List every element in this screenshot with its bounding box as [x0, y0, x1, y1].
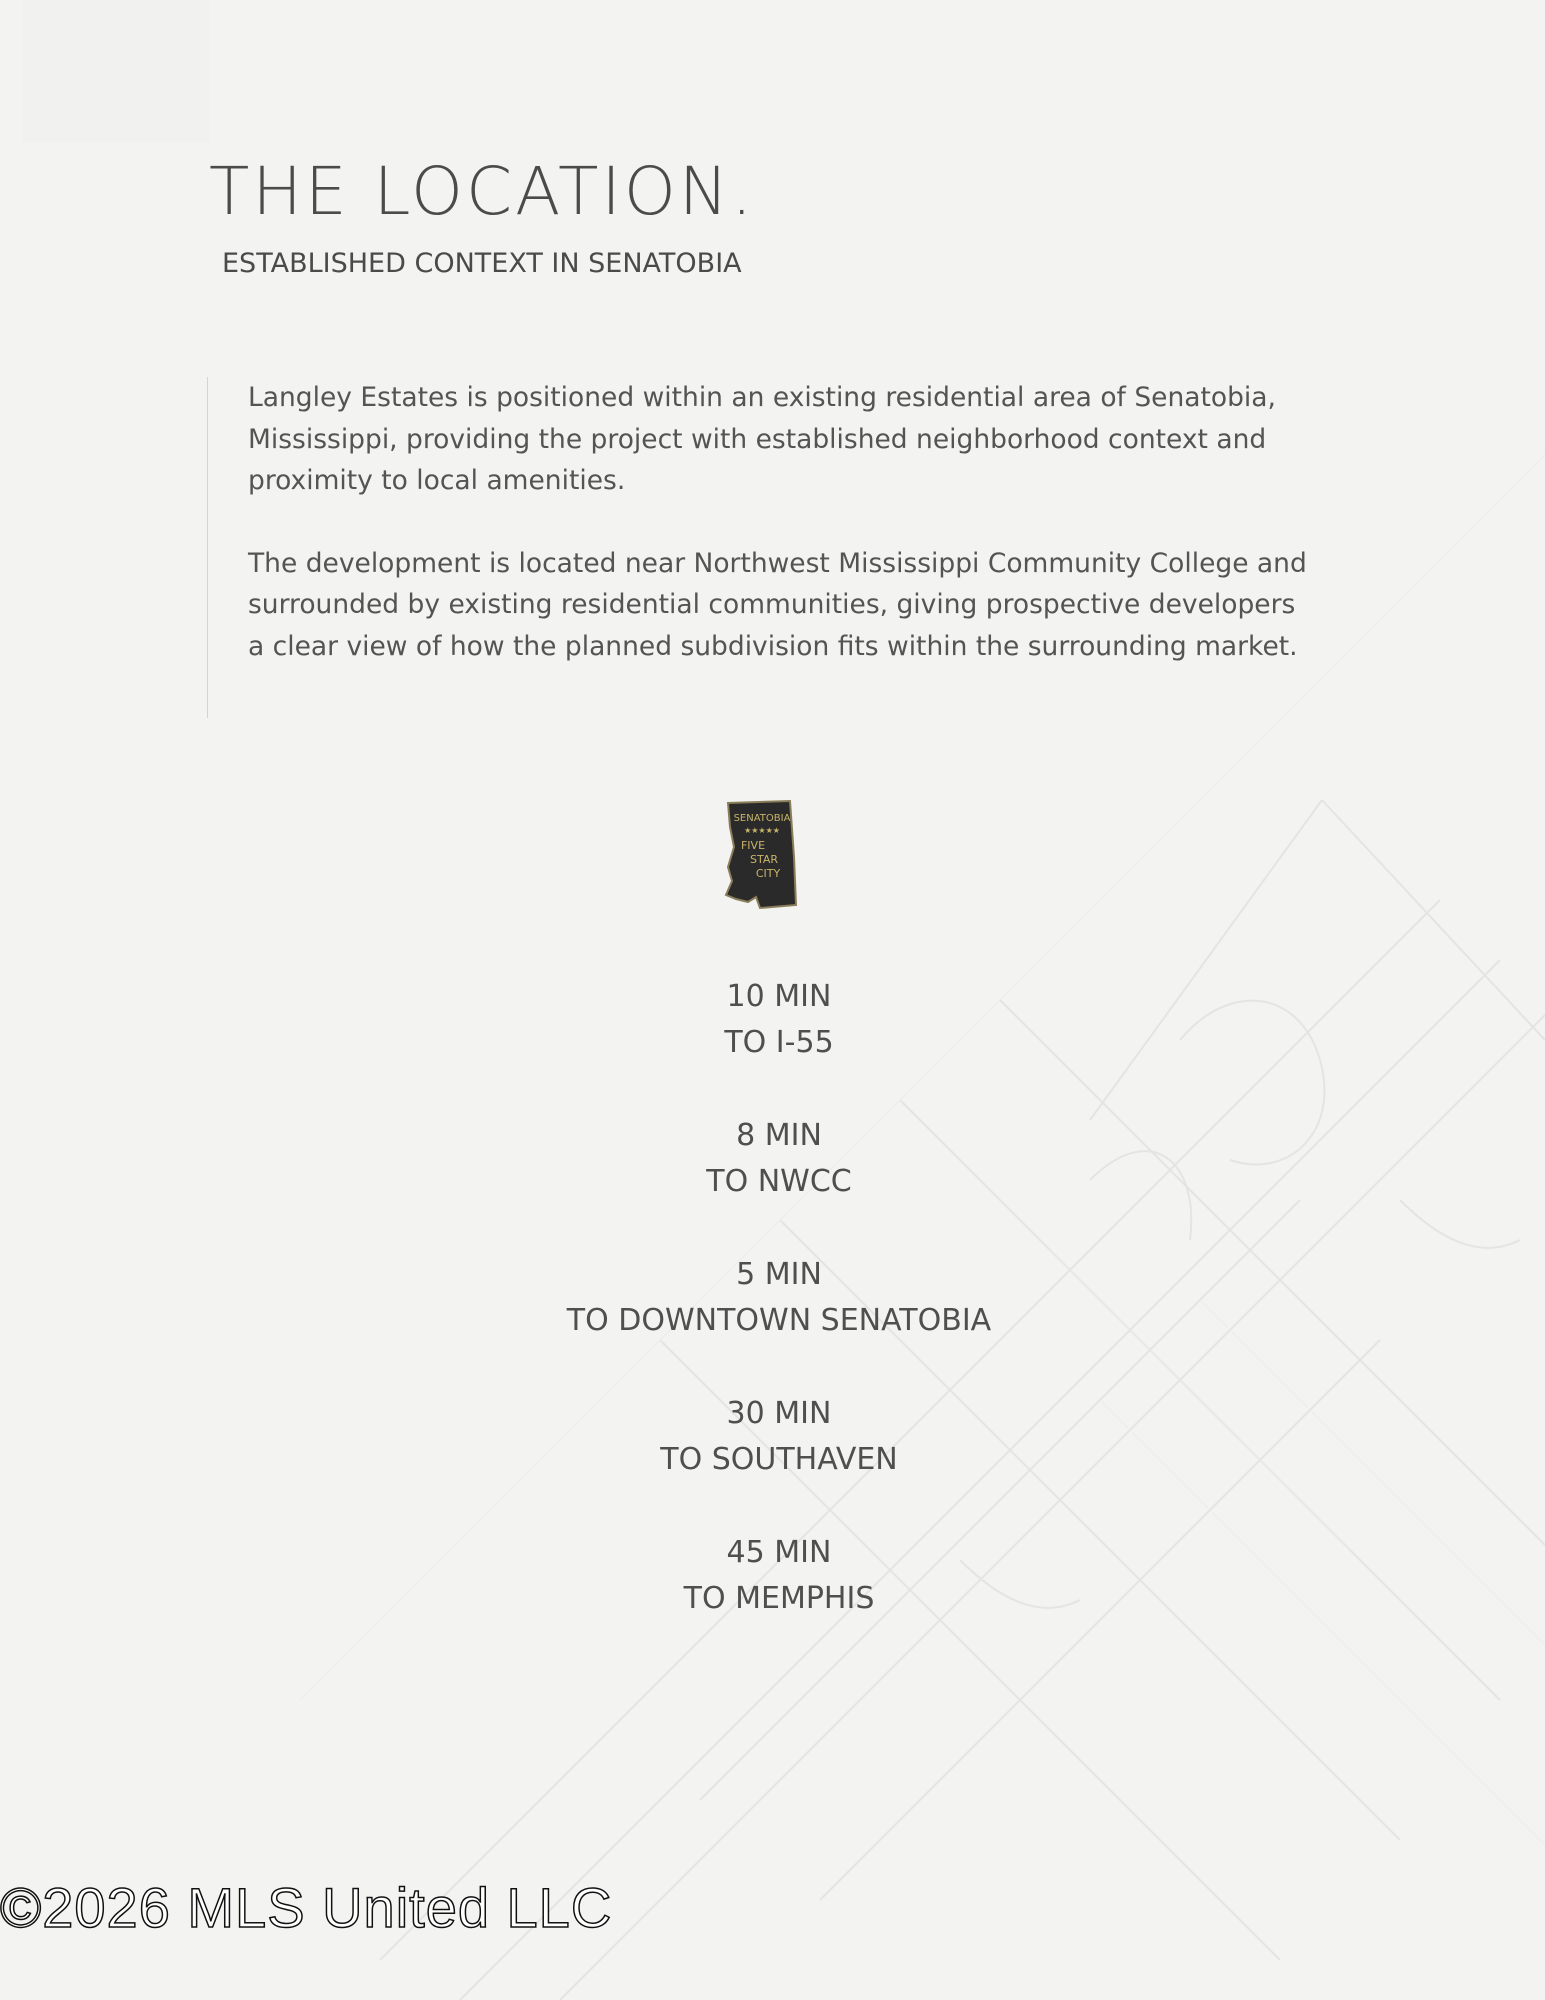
badge-line: SENATOBIA — [733, 813, 791, 824]
distance-time: 45 MIN — [726, 1535, 832, 1570]
page-subtitle: ESTABLISHED CONTEXT IN SENATOBIA — [222, 248, 742, 279]
intro-section — [207, 377, 1318, 718]
badge-stars: ★★★★★ — [744, 826, 780, 835]
intro-paragraph: Langley Estates is positioned within an existing residential area of Senatobia, Mississippi, providing the project with established neighborhood context and proximity to local amenities. — [248, 382, 1276, 496]
distance-time: 5 MIN — [736, 1257, 822, 1292]
distance-list — [479, 974, 1079, 1669]
distance-destination: TO I-55 — [724, 1025, 834, 1060]
copyright-watermark: ©2026 MLS United LLC — [0, 1876, 613, 1939]
distance-item — [479, 974, 1079, 1113]
distance-destination: TO MEMPHIS — [683, 1581, 875, 1616]
badge-line: FIVE — [740, 839, 766, 852]
distance-item — [479, 1391, 1079, 1530]
mississippi-state-icon — [720, 797, 800, 912]
corner-tile — [22, 0, 210, 142]
page-title: THE LOCATION. — [209, 153, 756, 230]
distance-time: 8 MIN — [736, 1118, 822, 1153]
distance-time: 10 MIN — [726, 979, 832, 1014]
distance-item — [479, 1530, 1079, 1669]
distance-item — [479, 1113, 1079, 1252]
distance-destination: TO DOWNTOWN SENATOBIA — [566, 1303, 992, 1338]
badge-line: CITY — [755, 867, 781, 880]
distance-destination: TO NWCC — [706, 1164, 852, 1199]
badge-line: STAR — [749, 853, 779, 866]
distance-destination: TO SOUTHAVEN — [660, 1442, 898, 1477]
distance-time: 30 MIN — [726, 1396, 832, 1431]
distance-item — [479, 1252, 1079, 1391]
intro-paragraph: The development is located near Northwest Mississippi Community College and surrounded by existing residential communities, giving prospective developers a clear view of how the planned subdivision fits within the surrounding market. — [248, 547, 1307, 662]
